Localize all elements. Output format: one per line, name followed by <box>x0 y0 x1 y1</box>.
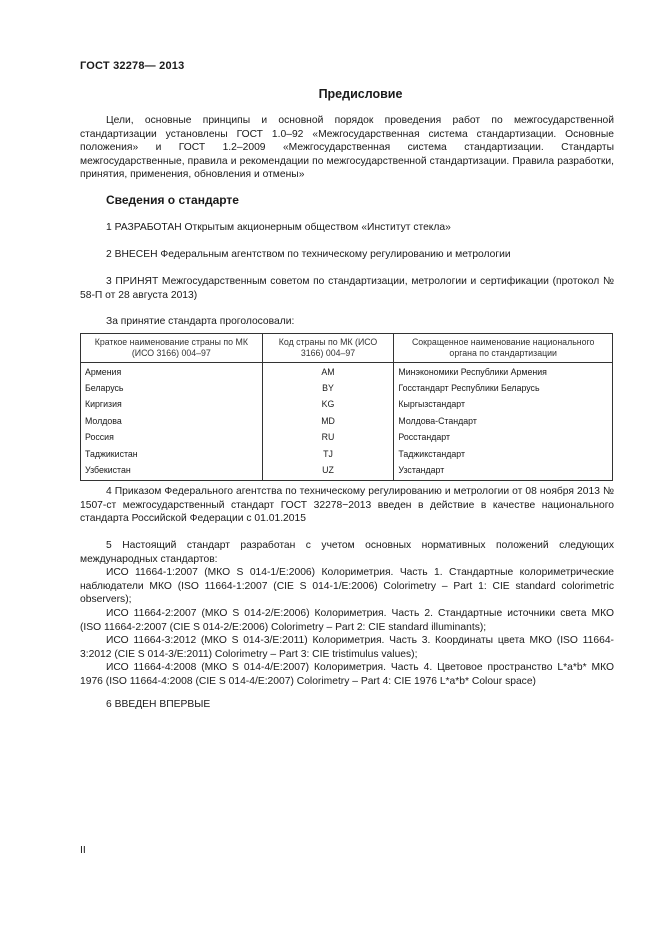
voting-countries-table <box>80 333 613 481</box>
country-cell: Узбекистан <box>81 462 263 480</box>
code-cell: AM <box>262 363 394 381</box>
body-cell: Узстандарт <box>394 462 613 480</box>
table-row <box>81 462 613 480</box>
country-cell: Беларусь <box>81 380 263 396</box>
country-cell: Армения <box>81 363 263 381</box>
country-cell: Киргизия <box>81 397 263 413</box>
code-cell: BY <box>262 380 394 396</box>
code-cell: RU <box>262 430 394 446</box>
body-cell: Минэкономики Республики Армения <box>394 363 613 381</box>
info-item-4: 4 Приказом Федерального агентства по техническому регулированию и метрологии от 08 ноября 2013 № 1507-ст межгосударственный стандарт ГОСТ 32278−2013 введен в действие в качестве национального стандарта Российской Федерации с 01.01.2015 <box>80 486 614 525</box>
standard-reference: ИСО 11664-4:2008 (МКО S 014-4/E:2007) Колориметрия. Часть 4. Цветовое пространство L*a*b* МКО 1976 (ISO 11664-4:2008 (CIE S 014-4/E:2007) Colorimetry – Part 4: CIE 1976 L*a*b* Colour space) <box>80 662 614 687</box>
info-item-6: 6 ВВЕДЕН ВПЕРВЫЕ <box>106 699 211 710</box>
table-row <box>81 363 613 381</box>
column-header-body: Сокращенное наименование национального органа по стандартизации <box>394 334 613 363</box>
country-cell: Молдова <box>81 413 263 429</box>
standard-reference: ИСО 11664-1:2007 (МКО S 014-1/E:2006) Колориметрия. Часть 1. Стандартные колориметрические наблюдатели МКО (ISO 11664-1:2007 (CIE S 014-1/E:2006) Colorimetry – Part 1: CIE standard colorimetric observers); <box>80 567 614 606</box>
standard-reference: ИСО 11664-3:2012 (МКО S 014-3/E:2011) Колориметрия. Часть 3. Координаты цвета МКО (ISO 11664-3:2012 (CIE S 014-3/E:2011) Colorimetry – Part 3: CIE tristimulus values); <box>80 635 614 660</box>
code-cell: UZ <box>262 462 394 480</box>
table-row <box>81 413 613 429</box>
body-cell: Молдова-Стандарт <box>394 413 613 429</box>
info-item-1: 1 РАЗРАБОТАН Открытым акционерным обществом «Институт стекла» <box>106 222 451 233</box>
body-cell: Кыргызстандарт <box>394 397 613 413</box>
body-cell: Таджикстандарт <box>394 446 613 462</box>
country-cell: Таджикистан <box>81 446 263 462</box>
body-cell: Росстандарт <box>394 430 613 446</box>
column-header-country: Краткое наименование страны по МК (ИСО 3166) 004–97 <box>81 334 263 363</box>
table-row <box>81 446 613 462</box>
info-item-2: 2 ВНЕСЕН Федеральным агентством по техническому регулированию и метрологии <box>106 249 511 260</box>
table-header-row <box>81 334 613 363</box>
code-cell: TJ <box>262 446 394 462</box>
info-item-5: 5 Настоящий стандарт разработан с учетом основных нормативных положений следующих международных стандартов: <box>80 540 614 565</box>
preface-paragraph: Цели, основные принципы и основной порядок проведения работ по межгосударственной стандартизации установлены ГОСТ 1.0–92 «Межгосударственная система стандартизации. Основные положения» и ГОСТ 1.2–2009 «Межгосударственная система стандартизации. Стандарты межгосударственные, правила и рекомендации по межгосударственной стандартизации. Правила разработки, принятия, применения, обновления и отмены» <box>80 115 614 181</box>
page-number: II <box>80 844 86 856</box>
preface-title: Предисловие <box>318 87 403 101</box>
table-row <box>81 397 613 413</box>
code-cell: MD <box>262 413 394 429</box>
info-item-3: 3 ПРИНЯТ Межгосударственным советом по стандартизации, метрологии и сертификации (протокол № 58-П от 28 августа 2013) <box>80 276 614 301</box>
vote-intro: За принятие стандарта проголосовали: <box>106 316 295 327</box>
document-code: ГОСТ 32278— 2013 <box>80 60 185 72</box>
country-cell: Россия <box>81 430 263 446</box>
table-row <box>81 380 613 396</box>
standard-info-title: Сведения о стандарте <box>106 193 239 207</box>
body-cell: Госстандарт Республики Беларусь <box>394 380 613 396</box>
code-cell: KG <box>262 397 394 413</box>
column-header-code: Код страны по МК (ИСО 3166) 004–97 <box>262 334 394 363</box>
standard-reference: ИСО 11664-2:2007 (МКО S 014-2/E:2006) Колориметрия. Часть 2. Стандартные источники света МКО (ISO 11664-2:2007 (CIE S 014-2/E:2006) Colorimetry – Part 2: CIE standard illuminants); <box>80 608 614 633</box>
table-row <box>81 430 613 446</box>
